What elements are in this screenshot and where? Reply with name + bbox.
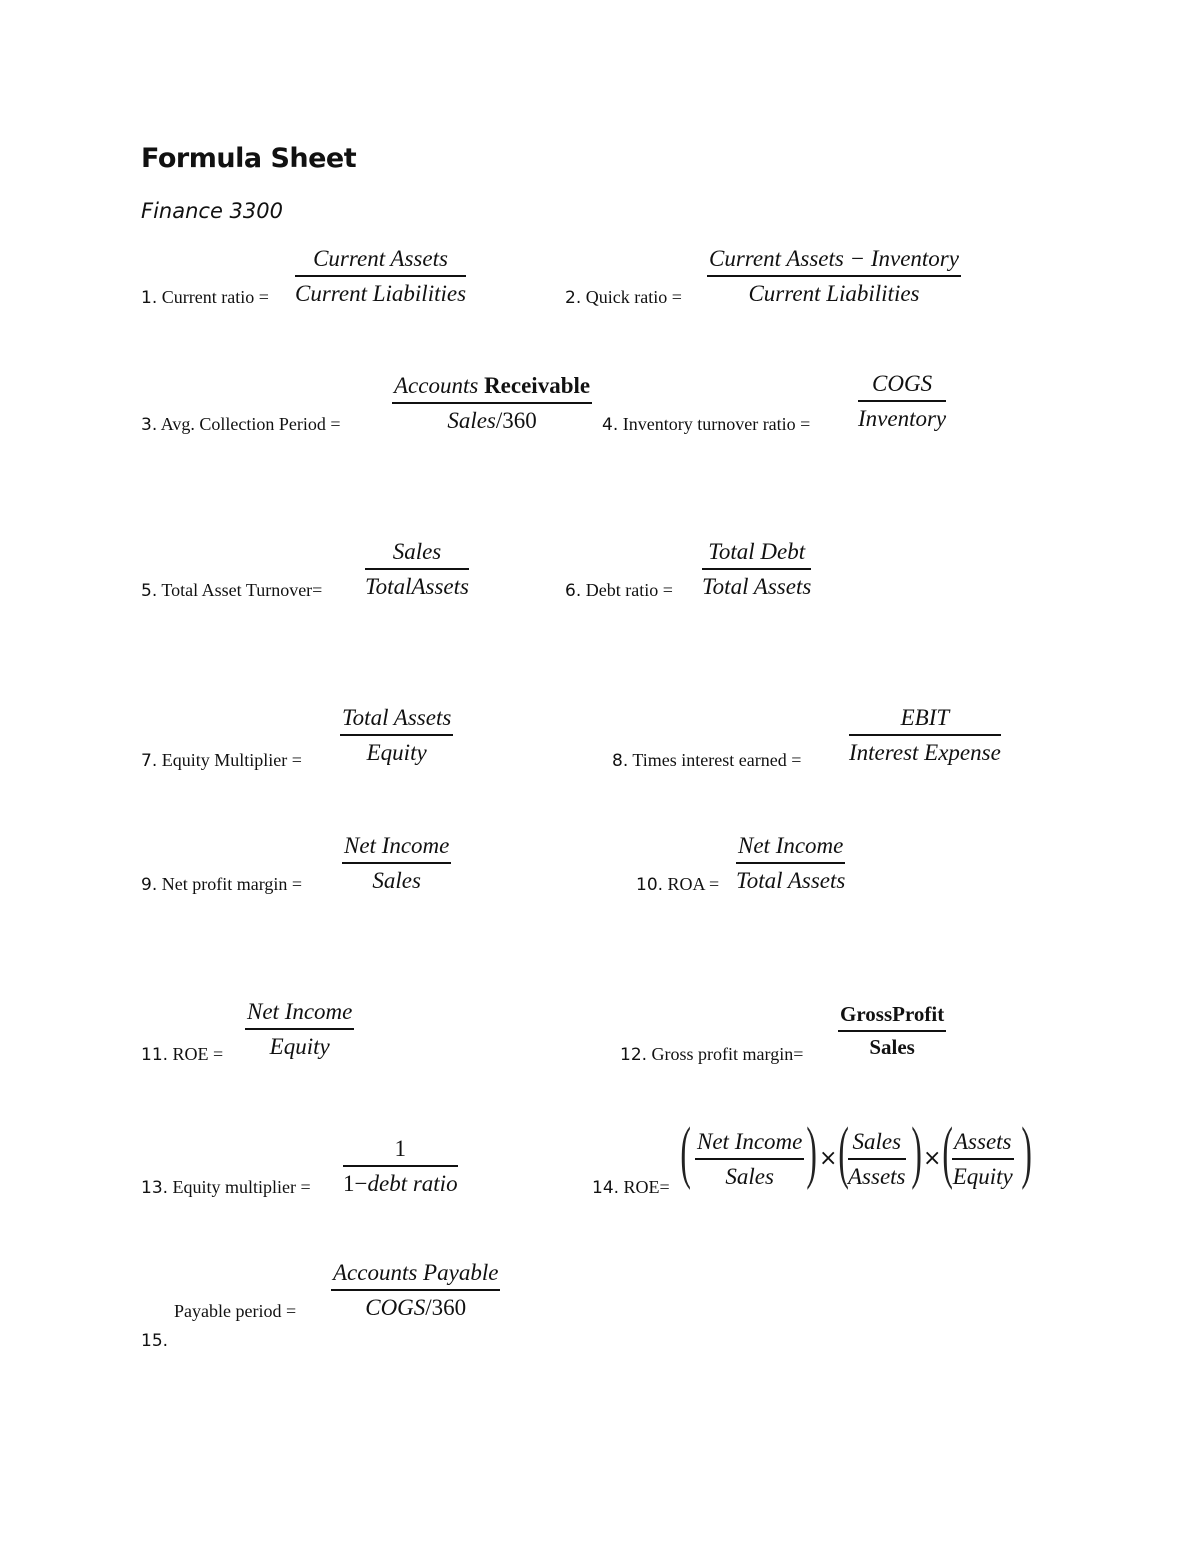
denominator: Current Liabilities xyxy=(748,281,920,306)
numerator: Net Income xyxy=(736,834,845,864)
formula-6-fraction xyxy=(702,540,811,598)
formula-number: 9. xyxy=(141,875,158,895)
right-paren-icon: ) xyxy=(806,1114,817,1191)
formula-number: 13. xyxy=(141,1178,169,1198)
denominator: Total Assets xyxy=(736,868,846,893)
denominator: TotalAssets xyxy=(365,574,469,599)
denominator: Sales xyxy=(869,1035,915,1059)
formula-15-label xyxy=(174,1301,296,1322)
numerator: Net Income xyxy=(342,834,451,864)
formula-15-number: 15. xyxy=(141,1331,169,1351)
formula-4-fraction xyxy=(858,372,946,430)
formula-2-fraction xyxy=(707,247,961,305)
formula-name: ROE= xyxy=(623,1177,670,1197)
formula-number: 10. xyxy=(636,875,664,895)
formula-number: 14. xyxy=(592,1178,620,1198)
formula-12-fraction xyxy=(838,1004,946,1058)
formula-10-fraction xyxy=(736,834,845,892)
formula-8-label xyxy=(612,750,801,771)
formula-5-label xyxy=(141,580,322,601)
formula-number: 2. xyxy=(565,288,582,308)
formula-7-fraction xyxy=(340,706,453,764)
numerator: EBIT xyxy=(849,706,1001,736)
numerator-part: Receivable xyxy=(484,373,591,398)
denominator: Equity xyxy=(366,740,427,765)
formula-3-fraction xyxy=(392,374,592,432)
times-icon: × xyxy=(923,1146,942,1171)
formula-11-label xyxy=(141,1044,223,1065)
formula-number: 6. xyxy=(565,581,582,601)
denominator: Sales xyxy=(725,1164,774,1189)
formula-name: Total Asset Turnover= xyxy=(161,580,323,600)
numerator-part: Accounts xyxy=(394,373,479,398)
left-paren-icon: ( xyxy=(838,1114,849,1191)
right-paren-icon: ) xyxy=(911,1114,922,1191)
formula-6-label xyxy=(565,580,673,601)
denominator: Assets xyxy=(848,1164,906,1189)
denominator: Equity xyxy=(269,1034,330,1059)
denominator: Interest Expense xyxy=(849,740,1001,765)
formula-number: 3. xyxy=(141,415,158,435)
formula-name: Quick ratio = xyxy=(585,287,682,307)
denominator-part: COGS xyxy=(365,1295,426,1320)
denominator-part: debt ratio xyxy=(367,1171,458,1196)
numerator: Net Income xyxy=(245,1000,354,1030)
formula-name: Debt ratio = xyxy=(585,580,673,600)
formula-14-term-1 xyxy=(695,1130,804,1188)
numerator: Sales xyxy=(365,540,469,570)
numerator: Net Income xyxy=(695,1130,804,1160)
formula-number: 8. xyxy=(612,751,629,771)
formula-name: ROA = xyxy=(667,874,720,894)
formula-number: 5. xyxy=(141,581,158,601)
times-icon: × xyxy=(819,1146,838,1171)
numerator: Assets xyxy=(952,1130,1014,1160)
denominator-part: /360 xyxy=(425,1295,467,1320)
denominator: Inventory xyxy=(858,406,947,431)
formula-number: 12. xyxy=(620,1045,648,1065)
numerator: Total Debt xyxy=(702,540,811,570)
right-paren-icon: ) xyxy=(1021,1114,1032,1191)
left-paren-icon: ( xyxy=(942,1114,953,1191)
formula-name: Equity multiplier = xyxy=(172,1177,311,1197)
formula-14-term-2 xyxy=(848,1130,906,1188)
numerator: GrossProfit xyxy=(838,1004,946,1032)
formula-name: Avg. Collection Period = xyxy=(160,414,341,434)
formula-4-label xyxy=(602,414,810,435)
denominator xyxy=(365,1291,466,1319)
denominator xyxy=(447,404,536,432)
denominator: Total Assets xyxy=(702,574,812,599)
formula-name: Gross profit margin= xyxy=(651,1044,804,1064)
minus-sign: − xyxy=(354,1171,368,1196)
formula-number: 7. xyxy=(141,751,158,771)
formula-1-fraction xyxy=(295,247,466,305)
formula-7-label xyxy=(141,750,302,771)
numerator: Current Assets xyxy=(295,247,466,277)
formula-14-label xyxy=(592,1177,670,1198)
numerator: COGS xyxy=(858,372,946,402)
formula-name: Times interest earned = xyxy=(632,750,802,770)
formula-number: 11. xyxy=(141,1045,169,1065)
formula-8-fraction xyxy=(849,706,1001,764)
formula-name: Payable period = xyxy=(174,1301,297,1321)
left-paren-icon: ( xyxy=(680,1114,691,1191)
denominator-part: Sales xyxy=(447,408,496,433)
denominator-part: /360 xyxy=(495,408,537,433)
numerator: Current Assets − Inventory xyxy=(707,247,961,277)
formula-name: Equity Multiplier = xyxy=(161,750,302,770)
denominator: Current Liabilities xyxy=(295,281,467,306)
formula-name: Net profit margin = xyxy=(161,874,303,894)
formula-number: 1. xyxy=(141,288,158,308)
formula-1-label xyxy=(141,287,269,308)
denominator-part: 1 xyxy=(343,1171,355,1196)
formula-3-label xyxy=(141,414,341,435)
formula-12-label xyxy=(620,1044,803,1065)
formula-13-fraction xyxy=(343,1137,458,1195)
numerator xyxy=(392,374,592,404)
formula-name: Inventory turnover ratio = xyxy=(622,414,811,434)
formula-name: Current ratio = xyxy=(161,287,269,307)
denominator xyxy=(343,1167,458,1195)
formula-10-label xyxy=(636,874,719,895)
formula-9-label xyxy=(141,874,302,895)
numerator: Accounts Payable xyxy=(331,1261,500,1291)
formula-15-fraction xyxy=(331,1261,500,1319)
formula-5-fraction xyxy=(365,540,469,598)
formula-11-fraction xyxy=(245,1000,354,1058)
numerator: 1 xyxy=(343,1137,458,1167)
denominator: Equity xyxy=(952,1164,1013,1189)
numerator: Sales xyxy=(848,1130,906,1160)
formula-14-term-3 xyxy=(952,1130,1014,1188)
page-subtitle: Finance 3300 xyxy=(141,199,283,223)
page-title: Formula Sheet xyxy=(141,143,357,174)
numerator: Total Assets xyxy=(340,706,453,736)
formula-2-label xyxy=(565,287,682,308)
formula-9-fraction xyxy=(342,834,451,892)
formula-name: ROE = xyxy=(172,1044,224,1064)
denominator: Sales xyxy=(372,868,421,893)
formula-13-label xyxy=(141,1177,311,1198)
formula-number: 4. xyxy=(602,415,619,435)
